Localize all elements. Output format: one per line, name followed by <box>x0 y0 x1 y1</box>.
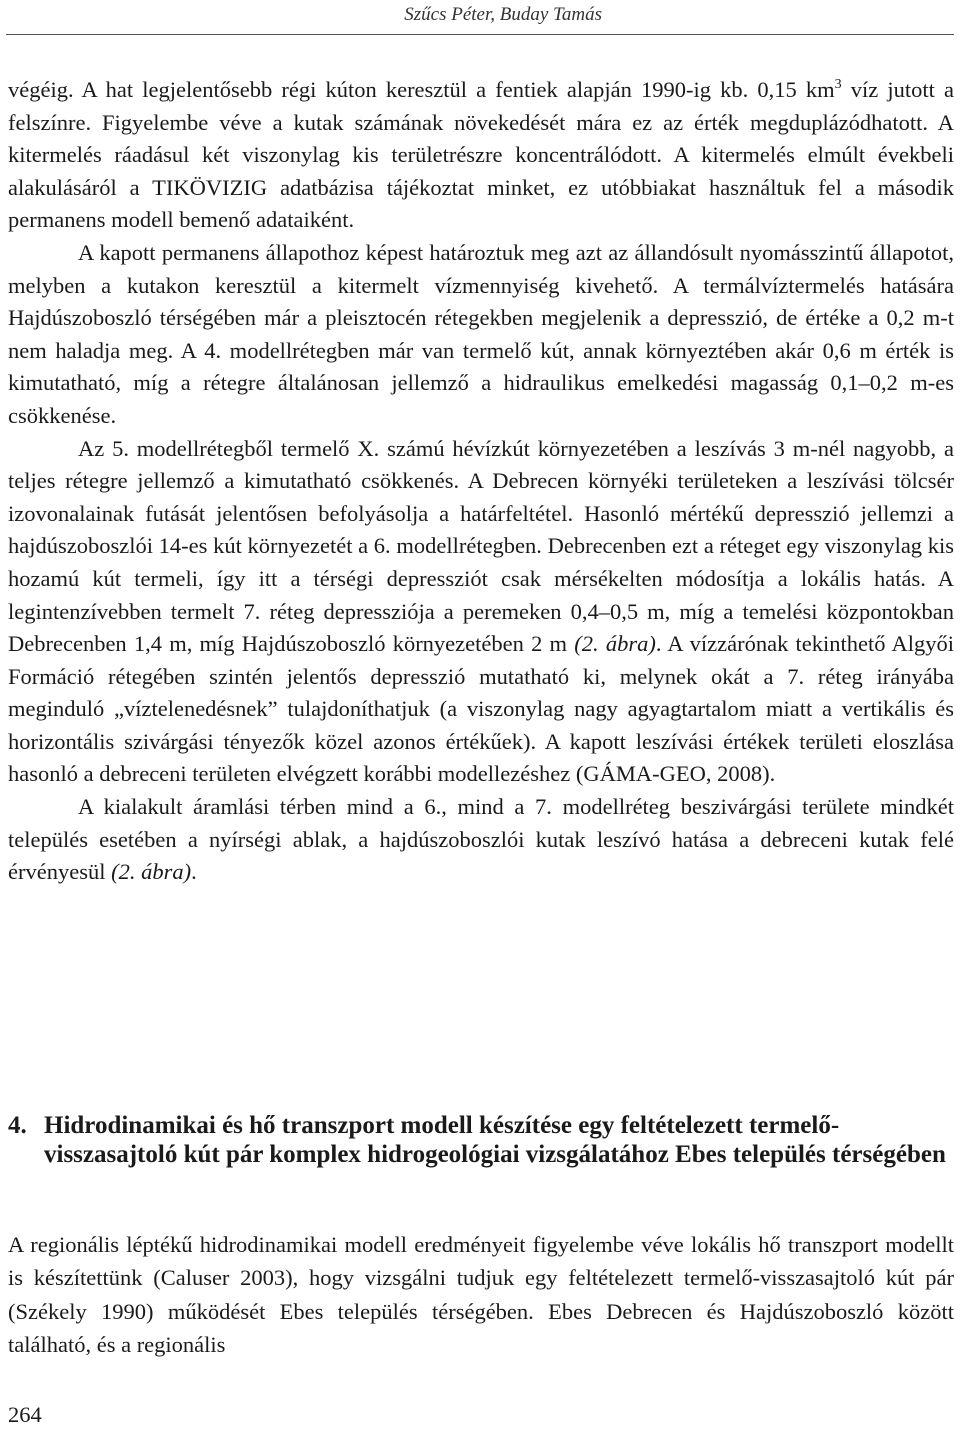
section-number: 4. <box>8 1112 27 1139</box>
section-title: Hidrodinamikai és hő transzport modell készítése egy feltételezett termelő-visszasajtoló kút pár komplex hidrogeológiai vizsgálatához Ebes település térségében <box>44 1112 946 1168</box>
section-heading <box>8 1111 958 1169</box>
paragraph-4-text-b: . <box>191 859 197 885</box>
paragraph-1-text-b: víz jutott a felszínre. Figyelembe véve a kutak számának növekedését mára ez az érték megduplázódhatott. A kitermelés ráadásul két viszonylag kis területrészre koncentrálódott. A kitermelés elmúlt évekbeli alakulásáról a TIKÖVIZIG adatbázisa tájékoztat minket, ez utóbbiakat használtuk fel a második permanens modell bemenő adataiként. <box>8 77 954 233</box>
header-rule <box>6 34 954 35</box>
running-head: Szűcs Péter, Buday Tamás <box>404 4 602 25</box>
paragraph-3-text-b: . A vízzárónak tekinthető Algyői Formáció rétegében szintén jelentős depresszió mutatható ki, melynek okát a 7. réteg irányába meginduló „víztelenedésnek” tulajdoníthatjuk (a viszonylag nagy agyagtartalom miatt a vertikális és horizontális szivárgási tényezők közel azonos értékűek). A kapott leszívási értékek területi eloszlása hasonló a debreceni területen elvégzett korábbi modellezéshez (GÁMA-GEO, 2008). <box>8 631 954 787</box>
section-body <box>8 1228 954 1361</box>
figure-reference: (2. ábra) <box>574 631 656 657</box>
body-text <box>8 74 954 889</box>
paragraph-3-text-a: Az 5. modellrétegből termelő X. számú hévízkút környezetében a leszívás 3 m-nél nagyobb, a teljes rétegre jellemző a kimutatható csökkenés. A Debrecen környéki területeken a leszívási tölcsér izovonalainak futását jelentősen befolyásolja a határfeltétel. Hasonló mértékű depresszió jellemzi a hajdúszoboszlói 14-es kút környezetét a 6. modellrétegben. Debrecenben ezt a réteget egy viszonylag kis hozamú kút termeli, így itt a térségi depressziót csak mérsékelten módosítja a lokális hatás. A legintenzívebben termelt 7. réteg depressziója a peremeken 0,4–0,5 m, míg a temelési központokban Debrecenben 1,4 m, míg Hajdúszoboszló környezetében 2 m <box>8 435 954 657</box>
superscript-3: 3 <box>834 77 842 92</box>
section-paragraph: A regionális léptékű hidrodinamikai modell eredményeit figyelembe véve lokális hő transzport modellt is készítettünk (Caluser 2003), hogy vizsgálni tudjuk egy feltételezett termelő-visszasajtoló kút pár (Székely 1990) működését Ebes település térségében. Ebes Debrecen és Hajdúszoboszló között található, és a regionális <box>8 1232 954 1357</box>
paragraph-4-text-a: A kialakult áramlási térben mind a 6., mind a 7. modellréteg beszivárgási területe mindkét település esetében a nyírségi ablak, a hajdúszoboszlói kutak leszívó hatása a debreceni kutak felé érvényesül <box>8 794 954 885</box>
paragraph-1-text-a: végéig. A hat legjelentősebb régi kúton keresztül a fentiek alapján 1990-ig kb. 0,15 km <box>8 77 835 102</box>
paragraph-1 <box>8 74 954 237</box>
page-number: 264 <box>8 1402 42 1427</box>
paragraph-3 <box>8 433 954 792</box>
paragraph-4 <box>8 791 954 889</box>
figure-reference: (2. ábra) <box>111 859 192 885</box>
paragraph-2: A kapott permanens állapothoz képest határoztuk meg azt az állandósult nyomásszintű állapotot, melyben a kutakon keresztül a kitermelt vízmennyiség kivehető. A termálvíztermelés hatására Hajdúszoboszló térségében már a pleisztocén rétegekben megjelenik a depresszió, de értéke a 0,2 m-t nem haladja meg. A 4. modellrétegben már van termelő kút, annak környeztében akár 0,6 m érték is kimutatható, míg a rétegre általánosan jellemző a hidraulikus emelkedési magasság 0,1–0,2 m-es csökkenése. <box>8 239 954 428</box>
